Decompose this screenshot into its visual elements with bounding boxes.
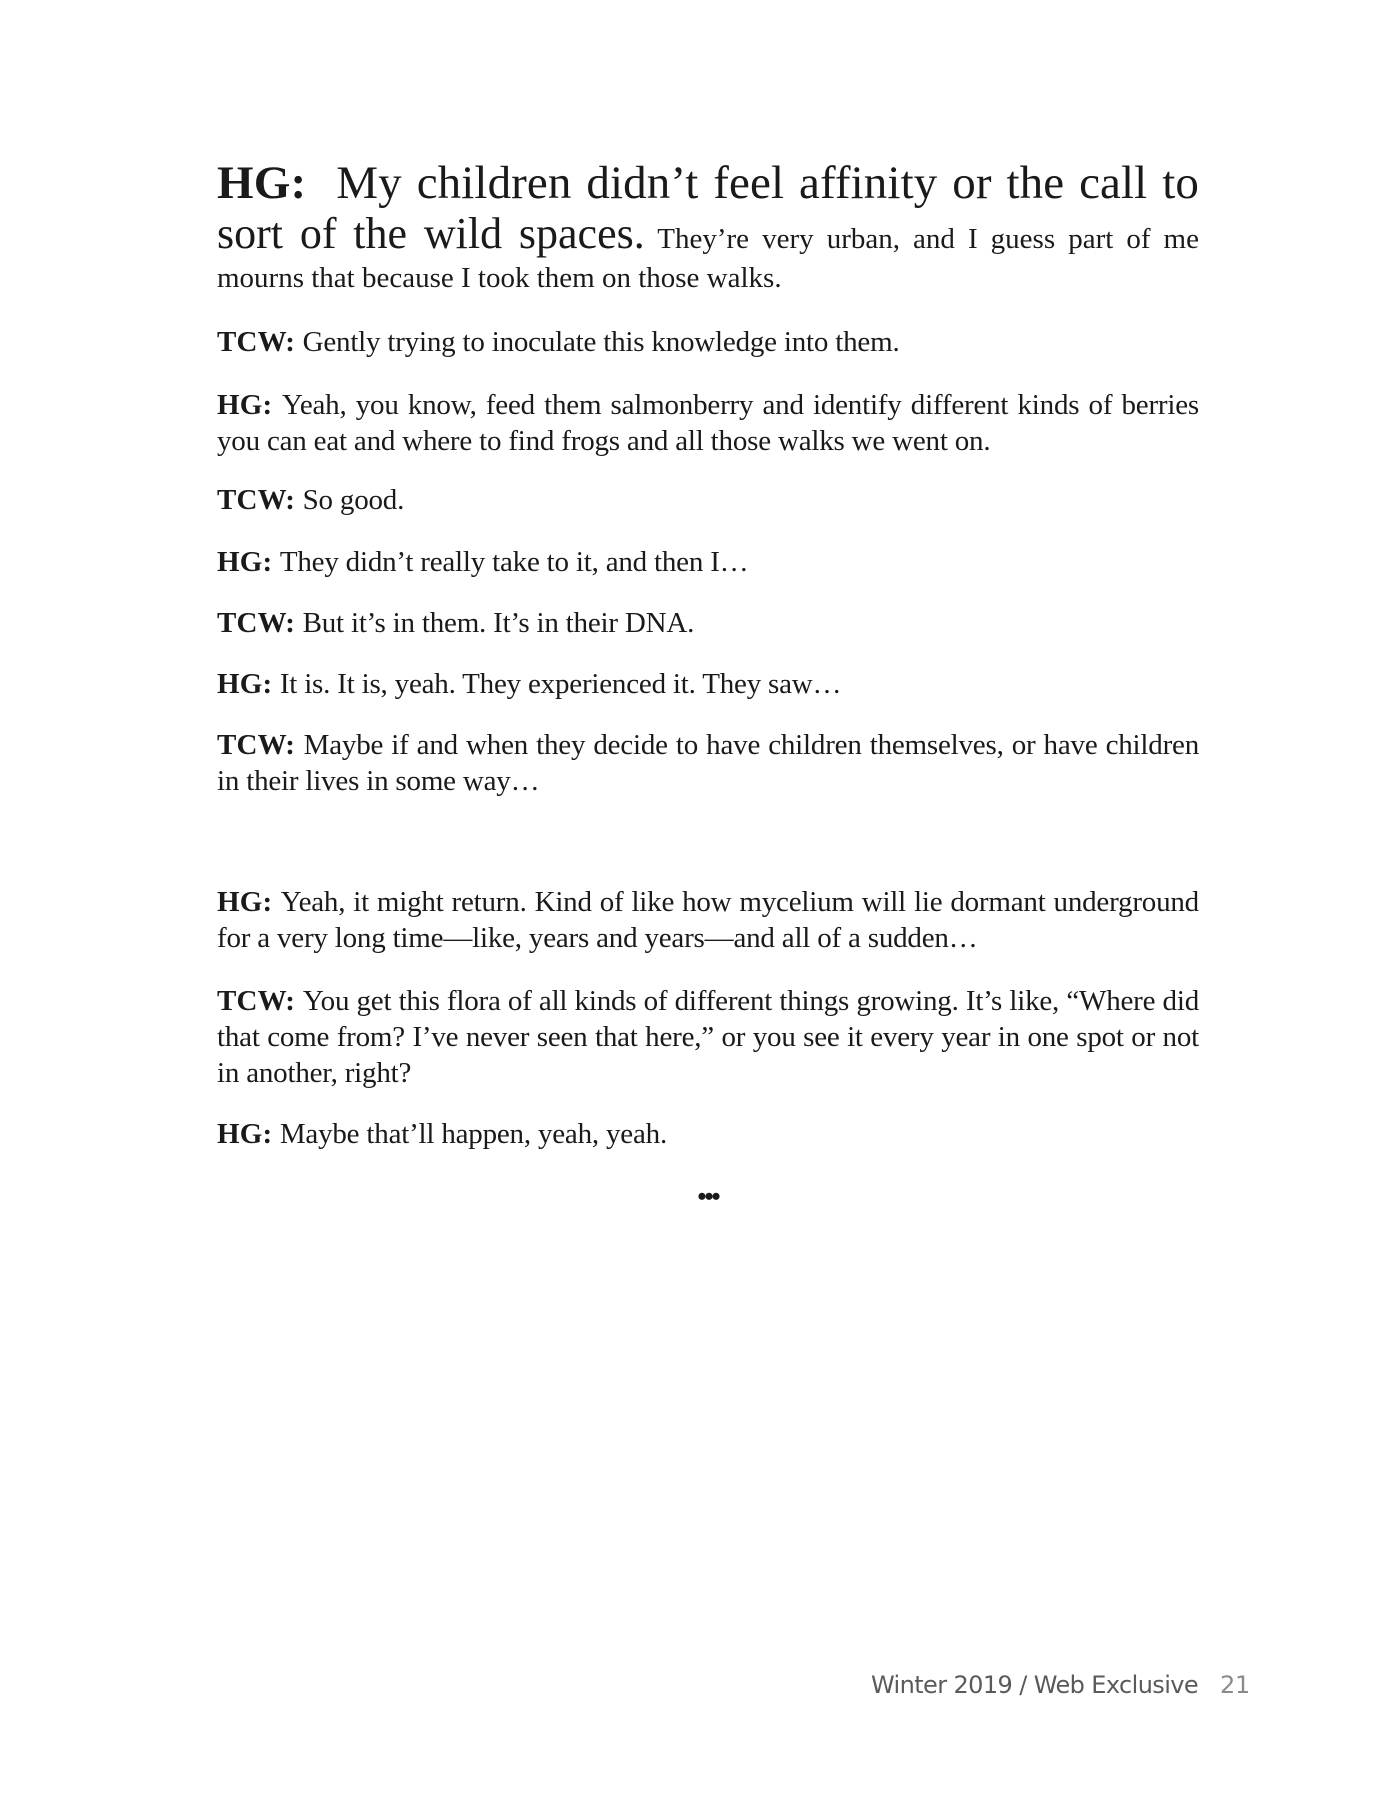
speaker-label: HG: <box>217 668 273 700</box>
lead-paragraph <box>217 158 1199 296</box>
dialogue-paragraph <box>217 666 1199 702</box>
dialogue-text: They didn’t really take to it, and then I… <box>279 546 749 578</box>
lead-large-text-1: My children didn’t feel affinity or the call to <box>336 157 1199 209</box>
dialogue-paragraph <box>217 884 1199 956</box>
speaker-label: TCW: <box>217 607 296 639</box>
dialogue-text: It is. It is, yeah. They experienced it. They saw… <box>279 668 842 700</box>
dialogue-text: Gently trying to inoculate this knowledge into them. <box>302 326 900 358</box>
dialogue-text: Yeah, you know, feed them salmonberry and identify different kinds of berries you can eat and where to find frogs and all those walks we went on. <box>217 389 1199 457</box>
speaker-label: HG: <box>217 389 273 421</box>
publication-issue: Winter 2019 / Web Exclusive <box>870 1671 1199 1699</box>
dialogue-paragraph <box>217 983 1199 1091</box>
lead-line-large <box>217 158 1199 208</box>
dialogue-text: So good. <box>302 484 405 516</box>
speaker-label: HG: <box>217 886 273 918</box>
dialogue-paragraph <box>217 482 1199 518</box>
dialogue-paragraph <box>217 605 1199 641</box>
dialogue-paragraph <box>217 1116 1199 1152</box>
speaker-label: TCW: <box>217 729 296 761</box>
speaker-label: HG: <box>217 157 307 209</box>
speaker-label: HG: <box>217 1118 273 1150</box>
dialogue-text: Yeah, it might return. Kind of like how mycelium will lie dormant underground for a very long time—like, years and years—and all of a sudden… <box>217 886 1199 954</box>
lead-body-text: They’re very urban, and I guess part of me mourns that because I took them on those walks. <box>217 223 1199 294</box>
page-footer <box>871 1670 1250 1700</box>
dialogue-text: Maybe that’ll happen, yeah, yeah. <box>279 1118 667 1150</box>
speaker-label: TCW: <box>217 326 296 358</box>
speaker-label: TCW: <box>217 985 296 1017</box>
speaker-label: TCW: <box>217 484 296 516</box>
page-number: 21 <box>1220 1671 1250 1699</box>
dialogue-text: Maybe if and when they decide to have children themselves, or have children in their lives in some way… <box>217 729 1199 797</box>
dialogue-paragraph <box>217 544 1199 580</box>
speaker-label: HG: <box>217 546 273 578</box>
dialogue-paragraph <box>217 727 1199 799</box>
dialogue-paragraph <box>217 324 1199 360</box>
section-break-ellipsis: ••• <box>697 1182 719 1211</box>
lead-large-text-2: sort of the wild spaces. <box>217 209 645 258</box>
dialogue-paragraph <box>217 387 1199 459</box>
dialogue-text: You get this flora of all kinds of different things growing. It’s like, “Where did that come from? I’ve never seen that here,” or you see it every year in one spot or not in another, right? <box>217 985 1200 1089</box>
dialogue-text: But it’s in them. It’s in their DNA. <box>302 607 695 639</box>
